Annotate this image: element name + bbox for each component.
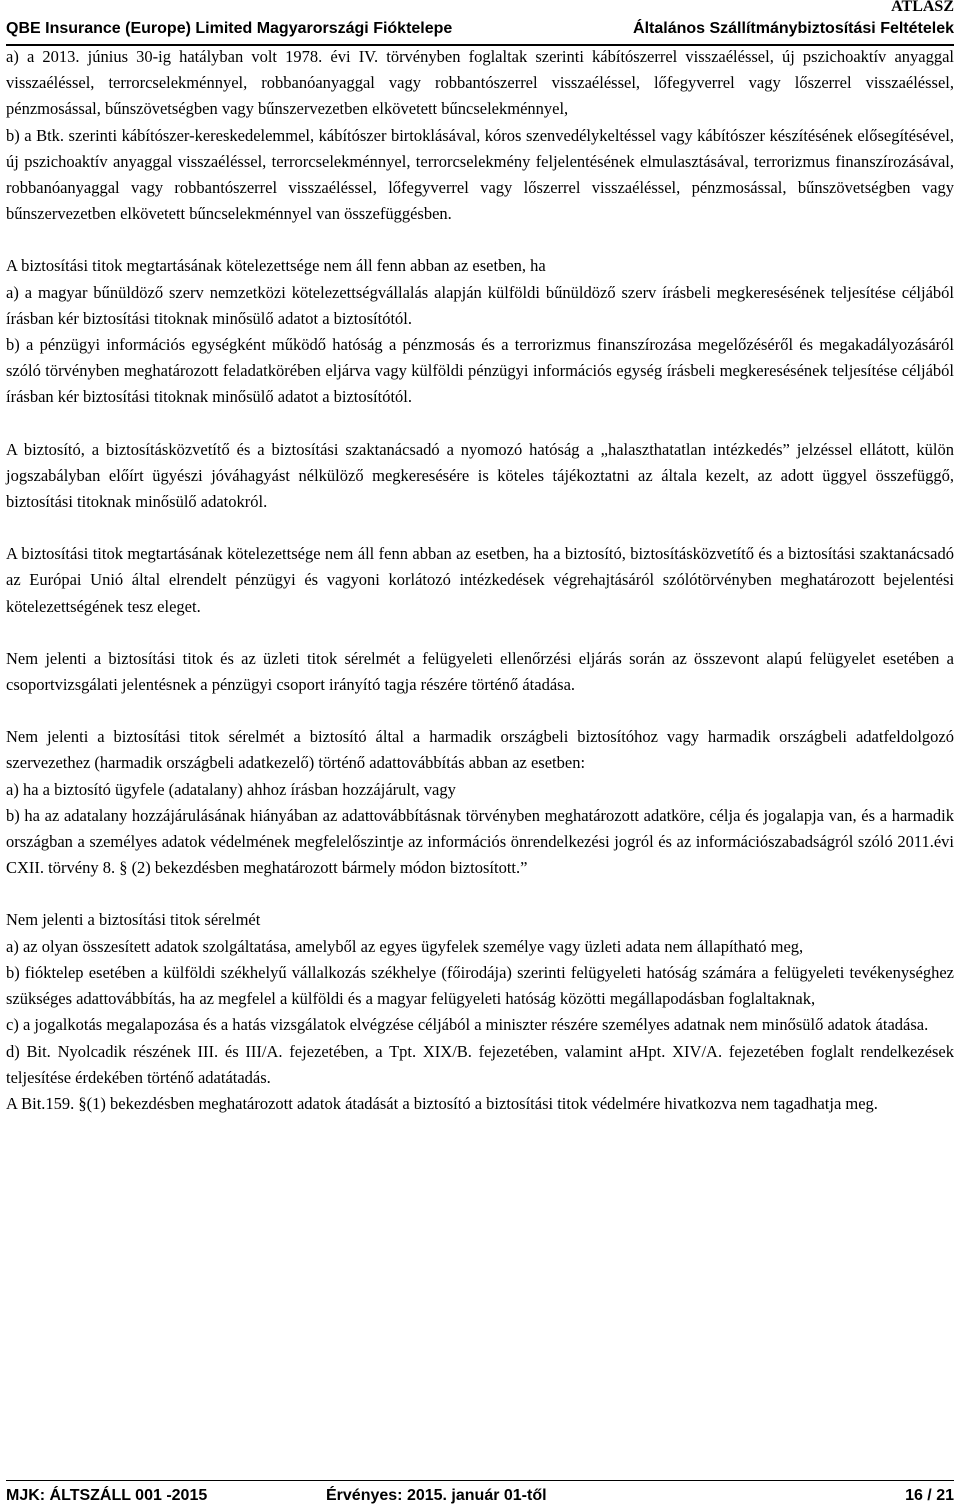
paragraph: Nem jelenti a biztosítási titok sérelmét a biztosító által a harmadik országbeli biztosítóhoz vagy harmadik országbeli adatfeldolgozó szervezethez (harmadik országbeli adatkezelő) történő adattovábbítás abban az esetben: xyxy=(6,727,954,773)
paragraph-gap xyxy=(6,411,954,437)
paragraph-gap xyxy=(6,227,954,253)
paragraph: a) az olyan összesített adatok szolgáltatása, amelyből az egyes ügyfelek személye vagy üzleti adata nem állapítható meg, xyxy=(6,936,804,956)
paragraph: Nem jelenti a biztosítási titok sérelmét xyxy=(6,910,261,930)
paragraph-gap xyxy=(6,698,954,724)
text-section xyxy=(6,44,954,227)
page-footer xyxy=(6,1480,954,1511)
paragraph: a) a 2013. június 30-ig hatályban volt 1978. évi IV. törvényben foglaltak szerinti kábítószerrel visszaéléssel, új pszichoaktív anyaggal visszaéléssel, terrorcselekménnyel, robbanóanyaggal vagy robbantószerrel visszaéléssel, lőfegyverrel vagy lőszerrel visszaéléssel, pénzmosással, bűnszövetségben vagy bűnszervezetben elkövetett bűncselekménnyel, xyxy=(6,47,954,119)
text-section xyxy=(6,541,954,620)
text-section xyxy=(6,907,954,1117)
paragraph: A biztosítási titok megtartásának kötelezettsége nem áll fenn abban az esetben, ha xyxy=(6,256,546,276)
text-section xyxy=(6,253,954,410)
page-header xyxy=(6,0,954,46)
paragraph: Nem jelenti a biztosítási titok és az üzleti titok sérelmét a felügyeleti ellenőrzési eljárás során az összevont alapú felügyelet esetében a csoportvizsgálati jelentésnek a pénzügyi csoport irányító tagja részére történő átadása. xyxy=(6,648,954,695)
paragraph: a) a magyar bűnüldöző szerv nemzetközi kötelezettségvállalás alapján külföldi bűnüldöző szerv írásbeli megkeresésének teljesítése céljából írásban kér biztosítási titoknak minősülő adatot a biztosítótól. xyxy=(6,282,954,328)
document-title: Általános Szállítmánybiztosítási Feltételek xyxy=(633,20,954,37)
page-number: 16 / 21 xyxy=(905,1487,954,1504)
brand-name: ATLASZ xyxy=(891,0,954,15)
paragraph: b) a pénzügyi információs egységként működő hatóság a pénzmosás és a terrorizmus finanszírozása megelőzéséről és megakadályozásáról szóló törvényben meghatározott feladatkörében eljárva vagy külföldi pénzügyi információs egység írásbeli megkeresésének teljesítése céljából írásban kér biztosítási titoknak minősülő adatot a biztosítótól. xyxy=(6,335,954,407)
paragraph: A biztosító, a biztosításközvetítő és a biztosítási szaktanácsadó a nyomozó hatóság a „halaszthatatlan intézkedés” jelzéssel ellátott, külön jogszabályban előírt ügyészi jóváhagyást nélkülöző megkeresésére is köteles tájékoztatni az általa kezelt, az adott üggyel összefüggő, biztosítási titoknak minősülő adatokról. xyxy=(6,439,954,512)
paragraph: d) Bit. Nyolcadik részének III. és III/A. fejezetében, a Tpt. XIX/B. fejezetében, valamint aHpt. XIV/A. fejezetében foglalt rendelkezések teljesítése érdekében történő adatátadás. xyxy=(6,1041,954,1087)
paragraph: A Bit.159. §(1) bekezdésben meghatározott adatok átadását a biztosító a biztosítási titok védelmére hivatkozva nem tagadhatja meg. xyxy=(6,1093,878,1113)
paragraph: a) ha a biztosító ügyfele (adatalany) ahhoz írásban hozzájárult, vagy xyxy=(6,779,456,799)
paragraph-gap xyxy=(6,515,954,541)
paragraph: c) a jogalkotás megalapozása és a hatás vizsgálatok elvégzése céljából a miniszter részére személyes adatnak nem minősülő adatok átadása. xyxy=(6,1015,929,1035)
company-name: QBE Insurance (Europe) Limited Magyarországi Fióktelepe xyxy=(6,20,453,37)
paragraph-gap xyxy=(6,881,954,907)
validity-date: Érvényes: 2015. január 01-től xyxy=(326,1487,547,1504)
text-section xyxy=(6,646,954,698)
paragraph-gap xyxy=(6,620,954,646)
paragraph: b) ha az adatalany hozzájárulásának hiányában az adattovábbításnak törvényben meghatározott adatköre, célja és jogalapja van, és a harmadik országban a személyes adatok védelmének megfelelőszintje az információs önrendelkezési jogról és az információszabadságról szóló 2011.évi CXII. törvény 8. § (2) bekezdésben meghatározott bármely módon biztosított.” xyxy=(6,805,954,878)
body-text xyxy=(6,44,954,1117)
text-section xyxy=(6,724,954,881)
paragraph: A biztosítási titok megtartásának kötelezettsége nem áll fenn abban az esetben, ha a biztosító, biztosításközvetítő és a biztosítási szaktanácsadó az Európai Unió által elrendelt pénzügyi és vagyoni korlátozó intézkedések végrehajtásáról szólótörvényben meghatározott bejelentési kötelezettségének tesz eleget. xyxy=(6,544,954,616)
document-code: MJK: ÁLTSZÁLL 001 -2015 xyxy=(6,1487,208,1504)
paragraph: b) a Btk. szerinti kábítószer-kereskedelemmel, kábítószer birtoklásával, kóros szenvedélykeltéssel vagy kábítószer készítésének elősegítésével, új pszichoaktív anyaggal visszaéléssel, terrorcselekménnyel, terrorcselekmény feljelentésének elmulasztásával, terrorizmus finanszírozásával, robbanóanyaggal vagy robbantószerrel visszaéléssel, lőfegyverrel vagy lőszerrel visszaéléssel, pénzmosással, bűnszövetségben vagy bűnszervezetben elkövetett bűncselekménnyel van összefüggésben. xyxy=(6,125,954,224)
text-section xyxy=(6,437,954,516)
paragraph: b) fióktelep esetében a külföldi székhelyű vállalkozás székhelye (főirodája) szerinti felügyeleti hatóság számára a felügyeleti tevékenységhez szükséges adattovábbítás, ha az megfelel a külföldi és a magyar felügyeleti hatóság közötti megállapodásban foglaltaknak, xyxy=(6,962,954,1009)
